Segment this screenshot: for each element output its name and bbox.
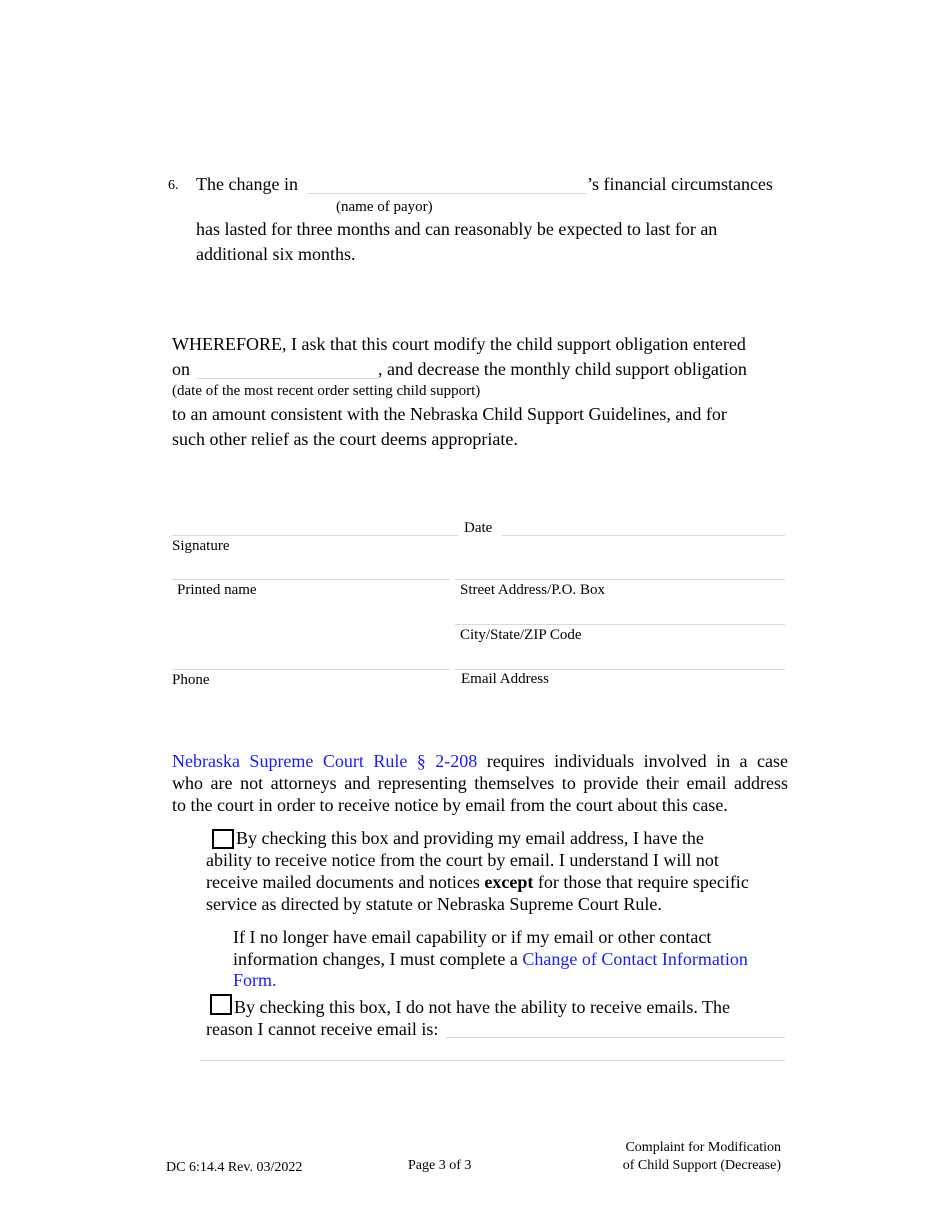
- item-number: 6.: [168, 178, 179, 193]
- wherefore-line1: WHEREFORE, I ask that this court modify the child support obligation entered: [172, 334, 746, 354]
- page-number: Page 3 of 3: [408, 1158, 472, 1173]
- payor-name-field[interactable]: [307, 193, 587, 194]
- change-notice-line2: [233, 947, 748, 972]
- change-notice-line1: If I no longer have email capability or if my email or other contact: [233, 927, 712, 947]
- footer-title-line1: Complaint for Modification: [625, 1140, 781, 1155]
- wherefore-line3: to an amount consistent with the Nebraska Child Support Guidelines, and for: [172, 404, 727, 424]
- signature-date-field[interactable]: [502, 535, 785, 536]
- city-state-zip-label: City/State/ZIP Code: [460, 627, 582, 643]
- order-date-field[interactable]: [197, 378, 378, 379]
- phone-label: Phone: [172, 672, 210, 688]
- signature-label: Signature: [172, 538, 230, 554]
- email-address-label: Email Address: [461, 671, 549, 687]
- date-caption: (date of the most recent order setting child support): [172, 383, 481, 399]
- wherefore-line2: , and decrease the monthly child support obligation: [378, 359, 747, 379]
- form-code: DC 6:14.4 Rev. 03/2022: [166, 1160, 303, 1175]
- street-address-label: Street Address/P.O. Box: [460, 582, 606, 598]
- change-notice-line2-before: information changes, I must complete a: [233, 949, 523, 969]
- rule-notice-line2: who are not attorneys and representing themselves to provide their email address: [172, 773, 788, 793]
- wherefore-line4: such other relief as the court deems appropriate.: [172, 429, 518, 449]
- change-of-contact-link-continued[interactable]: Form.: [233, 970, 277, 990]
- checkbox1-line2: ability to receive notice from the court by email. I understand I will not: [206, 850, 719, 870]
- checkbox2-line2: reason I cannot receive email is:: [206, 1019, 439, 1039]
- checkbox1-line1: By checking this box and providing my email address, I have the: [236, 828, 704, 848]
- item6-line3: additional six months.: [196, 244, 356, 264]
- checkbox1-line4: service as directed by statute or Nebraska Supreme Court Rule.: [206, 894, 662, 914]
- footer-title-line2: of Child Support (Decrease): [622, 1158, 781, 1173]
- checkbox2-line1: By checking this box, I do not have the ability to receive emails. The: [234, 997, 731, 1017]
- date-label: Date: [464, 520, 493, 536]
- checkbox1-line3-after: for those that require specific: [533, 872, 749, 892]
- change-of-contact-link[interactable]: Change of Contact Information: [522, 949, 748, 969]
- no-email-reason-field-line2[interactable]: [200, 1060, 785, 1061]
- wherefore-on: on: [172, 359, 190, 379]
- printed-name-label: Printed name: [177, 582, 257, 598]
- checkbox1-line3-before: receive mailed documents and notices: [206, 872, 485, 892]
- email-consent-checkbox[interactable]: [212, 829, 234, 849]
- rule-text-line1: requires individuals involved in a case: [477, 751, 788, 771]
- item6-text-before: The change in: [196, 174, 298, 194]
- item6-line2: has lasted for three months and can reasonably be expected to last for an: [196, 219, 718, 239]
- item6-text-after: ’s financial circumstances: [587, 174, 773, 194]
- rule-notice-line3: to the court in order to receive notice by email from the court about this case.: [172, 795, 728, 815]
- no-email-reason-field[interactable]: [446, 1037, 785, 1038]
- payor-caption: (name of payor): [336, 199, 433, 215]
- except-emphasis: except: [484, 872, 534, 892]
- phone-field[interactable]: [172, 669, 450, 670]
- supreme-court-rule-link[interactable]: Nebraska Supreme Court Rule § 2-208: [172, 751, 478, 771]
- no-email-checkbox[interactable]: [210, 994, 232, 1015]
